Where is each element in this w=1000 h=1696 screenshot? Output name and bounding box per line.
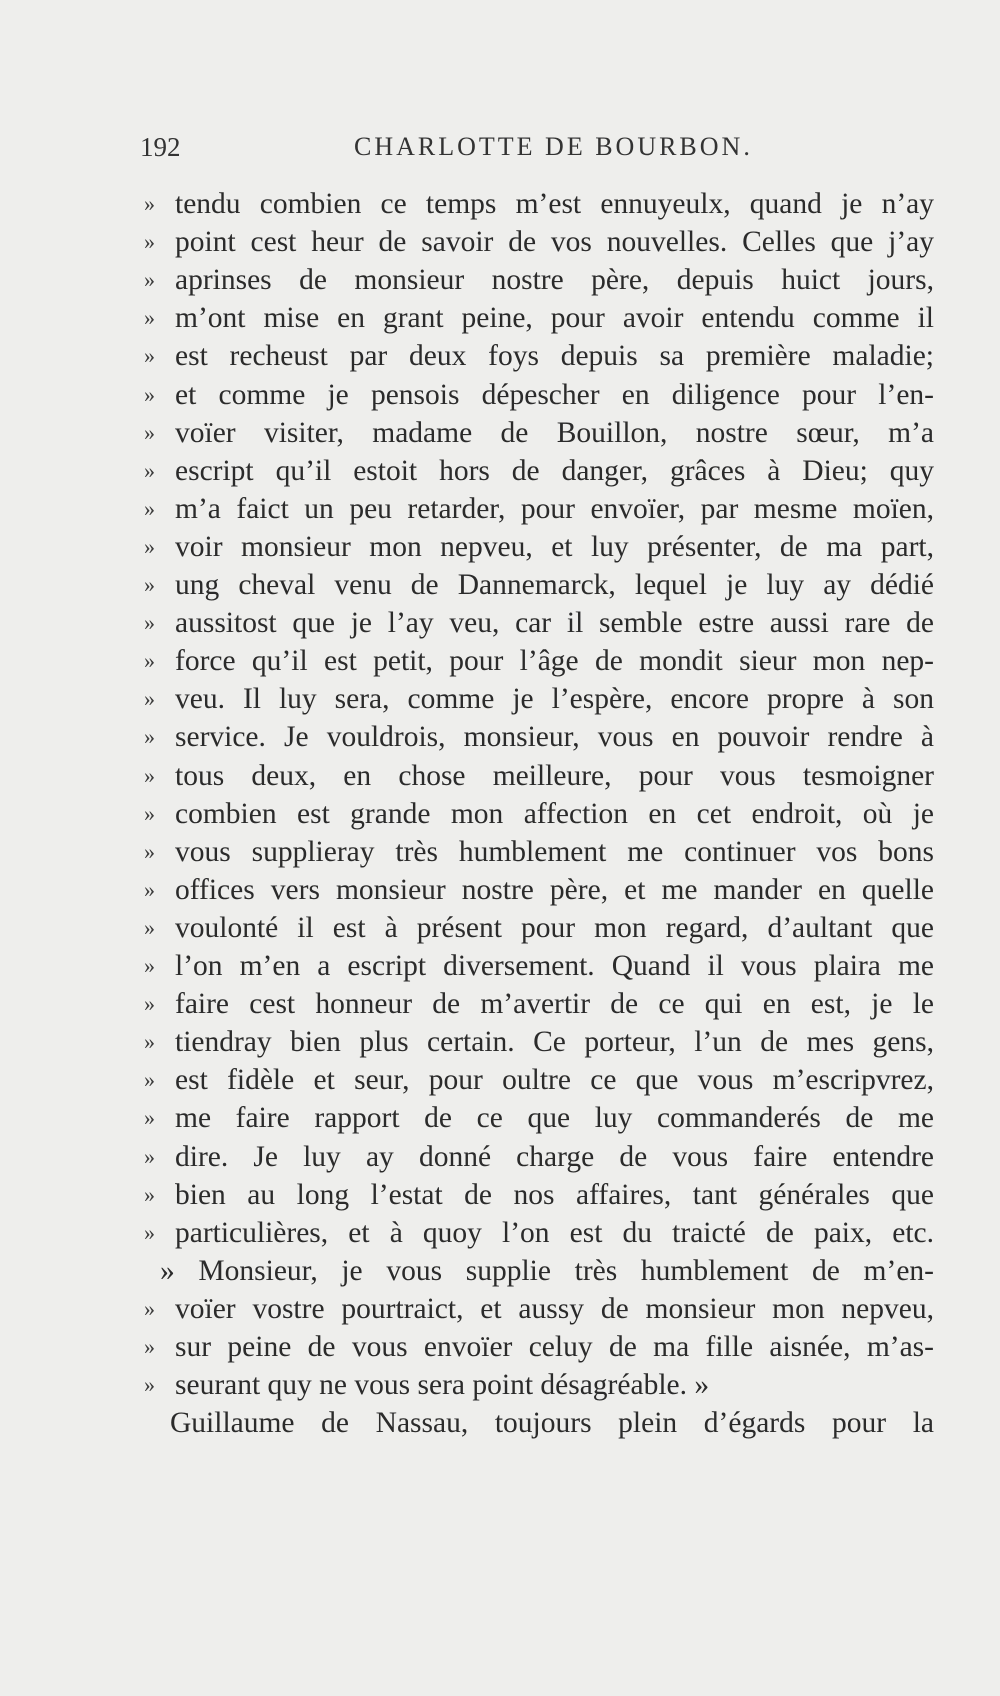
quote-mark: » [144,229,155,255]
line-text: aussitost que je l’ay veu, car il semble estre aussi rare de [175,607,934,640]
text-line [144,1213,934,1253]
line-text: escript qu’il estoit hors de danger, grâces à Dieu; quy [175,454,934,487]
text-line [144,565,934,605]
text-line [144,756,934,796]
quote-mark: » [144,533,155,559]
quote-mark: » [144,343,155,369]
text-line [144,184,934,224]
quote-mark: » [144,1067,155,1093]
quote-mark: » [144,1334,155,1359]
quote-mark: » [144,381,155,407]
text-line-paragraph [144,1403,934,1443]
text-line [144,870,934,910]
line-text: aprinses de monsieur nostre père, depuis huict jours, [175,264,934,297]
line-text: m’a faict un peu retarder, pour envoïer, par mesme moïen, [175,492,934,525]
quote-mark: » [144,1181,155,1207]
quote-mark: » [144,724,155,750]
quote-mark: » [144,1143,155,1169]
running-header [140,132,940,172]
line-text: particulières, et à quoy l’on est du traicté de paix, etc. [175,1216,934,1249]
quote-mark: » [144,191,155,216]
text-line [144,489,934,529]
text-line [144,641,934,681]
line-text: bien au long l’estat de nos affaires, tant générales que [175,1178,934,1211]
text-line [144,222,934,262]
line-text: m’ont mise en grant peine, pour avoir entendu comme il [175,302,934,335]
line-text: tous deux, en chose meilleure, pour vous tesmoigner [175,759,934,792]
line-text: et comme je pensois dépescher en diligence pour l’en- [175,378,934,411]
text-line [144,679,934,719]
quote-mark: » [144,457,155,483]
quote-mark: » [144,305,155,331]
line-text: point cest heur de savoir de vos nouvelles. Celles que j’ay [175,226,934,259]
line-text: seurant quy ne vous sera point désagréable. » [175,1369,710,1402]
quote-mark: » [144,838,155,864]
text-line [144,1098,934,1138]
text-line [144,717,934,757]
line-text: dire. Je luy ay donné charge de vous faire entendre [175,1140,934,1173]
quote-mark: » [144,991,155,1017]
line-text: faire cest honneur de m’avertir de ce qui en est, je le [175,988,934,1021]
text-line [144,527,934,567]
line-text: force qu’il est petit, pour l’âge de mondit sieur mon nep- [175,645,934,678]
line-text: est recheust par deux foys depuis sa première maladie; [175,340,934,373]
line-text: voulonté il est à présent pour mon regard, d’aultant que [175,911,934,944]
text-line [144,451,934,491]
text-line [144,375,934,415]
text-line [144,336,934,376]
line-text: vous supplieray très humblement me continuer vos bons [175,835,934,868]
text-line [144,984,934,1024]
text-line [144,1289,934,1329]
text-line [144,1022,934,1062]
text-line [144,298,934,338]
quote-mark: » [144,914,155,940]
quote-mark: » [144,800,155,826]
quote-mark: » [144,686,155,712]
text-line [144,603,934,643]
text-line [144,946,934,986]
text-line [144,1175,934,1215]
line-text: ung cheval venu de Dannemarck, lequel je luy ay dédié [175,569,934,601]
line-text: l’on m’en a escript diversement. Quand il vous plaira me [175,950,934,982]
quote-mark: » [144,495,155,521]
quote-mark: » [144,1219,155,1245]
quote-mark: » [144,1372,155,1398]
text-line [144,1060,934,1100]
text-line [144,1327,934,1367]
line-text: voïer vostre pourtraict, et aussy de monsieur mon nepveu, [175,1292,934,1325]
quote-mark: » [144,1105,155,1131]
line-text: voir monsieur mon nepveu, et luy présenter, de ma part, [175,530,934,563]
quote-mark: » [144,610,155,636]
quote-mark: » [144,572,155,597]
line-text: tiendray bien plus certain. Ce porteur, l’un de mes gens, [175,1026,934,1059]
line-text: veu. Il luy sera, comme je l’espère, encore propre à son [175,683,934,716]
text-line [144,908,934,948]
line-text: voïer visiter, madame de Bouillon, nostre sœur, m’a [175,416,934,449]
quote-mark: » [144,953,155,978]
line-text: Guillaume de Nassau, toujours plein d’égards pour la [170,1407,934,1440]
text-line-paragraph [144,1251,934,1291]
line-text: tendu combien ce temps m’est ennuyeulx, quand je n’ay [175,188,934,220]
quote-mark: » [144,1029,155,1055]
quote-mark: » [144,267,155,293]
line-text: est fidèle et seur, pour oultre ce que vous m’escripvrez, [175,1064,934,1097]
text-line [144,794,934,834]
line-text: combien est grande mon affection en cet endroit, où je [175,797,934,830]
line-text: service. Je vouldrois, monsieur, vous en pouvoir rendre à [175,721,934,754]
text-line [144,413,934,453]
line-text: sur peine de vous envoïer celuy de ma fille aisnée, m’as- [175,1331,934,1363]
quote-mark: » [144,419,155,445]
text-line [144,1137,934,1177]
line-text: me faire rapport de ce que luy commanderés de me [175,1102,934,1135]
text-line [144,1365,934,1405]
quote-mark: » [144,876,155,902]
text-line [144,260,934,300]
running-title: CHARLOTTE DE BOURBON. [354,132,753,161]
quote-mark: » [144,762,155,788]
quote-mark: » [144,648,155,674]
quote-mark: » [144,1295,155,1321]
text-line [144,832,934,872]
line-text: » Monsieur, je vous supplie très humblement de m’en- [160,1254,934,1287]
page-number: 192 [140,132,181,162]
line-text: offices vers monsieur nostre père, et me mander en quelle [175,873,934,906]
